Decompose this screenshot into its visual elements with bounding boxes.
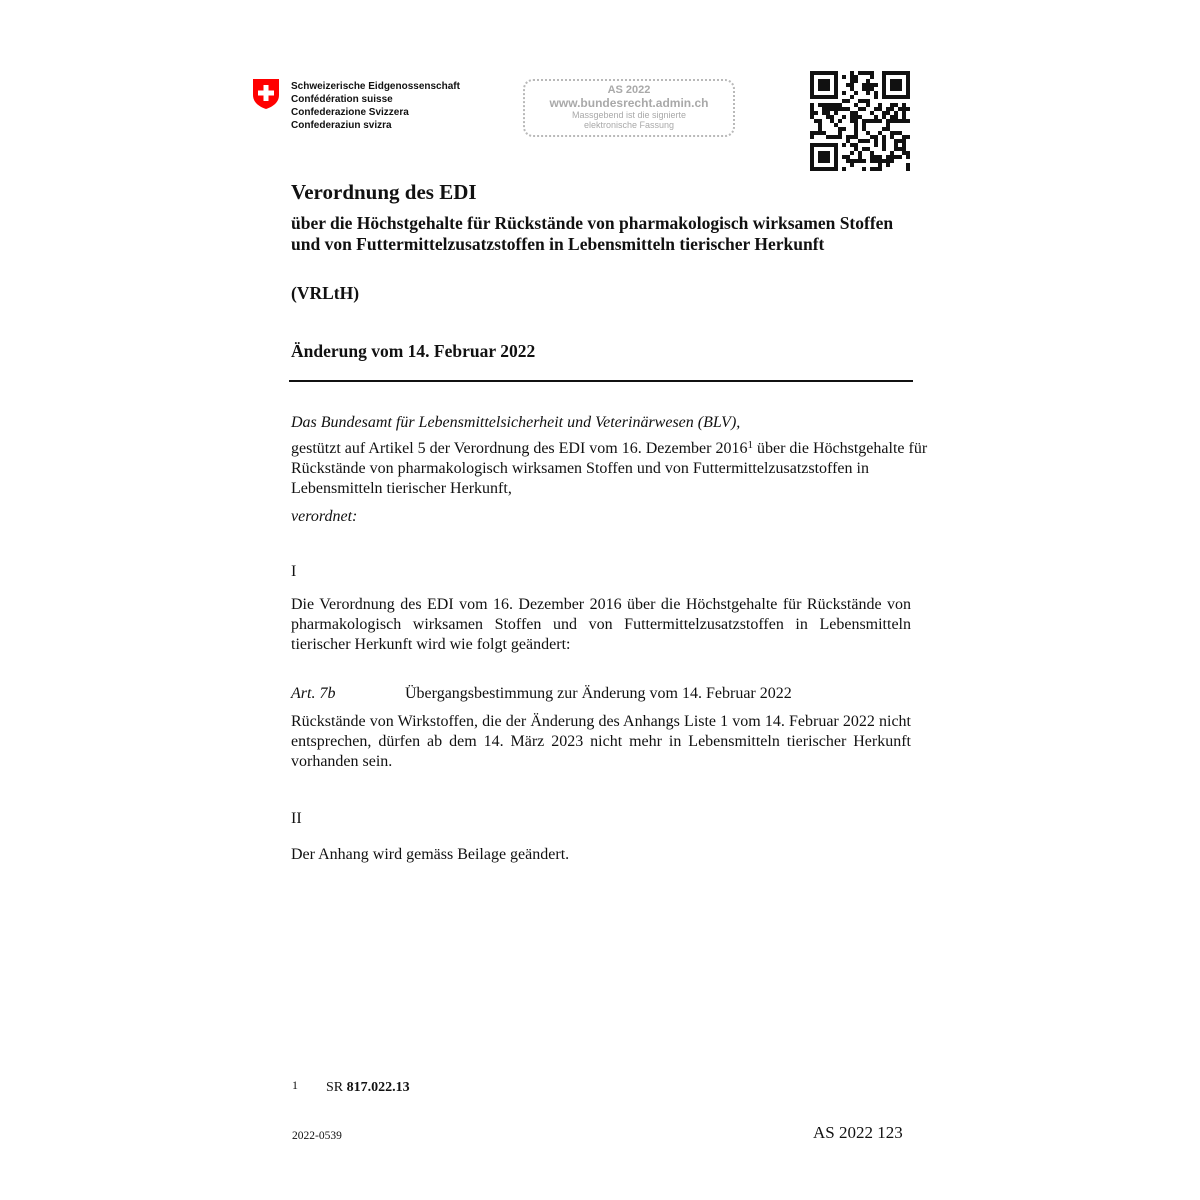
document-number: 2022-0539: [292, 1130, 342, 1142]
page-reference: AS 2022 123: [813, 1123, 903, 1142]
section-2-text: Der Anhang wird gemäss Beilage geändert.: [291, 846, 570, 863]
stamp-note-1: Massgebend ist die signierte: [571, 110, 687, 120]
legal-basis: [291, 439, 931, 499]
legal-basis-text-2: über die Höchstgehalte für Rückstände von pharmakologisch wirksamen Stoffen und von Futtermittelzusatzstoffen in Lebensmitteln tierischer Herkunft,: [291, 440, 928, 497]
confederation-name-it: Confederazione Svizzera: [291, 107, 409, 118]
confederation-name-de: Schweizerische Eidgenossenschaft: [291, 81, 460, 92]
footnote-marker: 1: [747, 439, 753, 451]
footnote-number: 1: [292, 1078, 298, 1092]
legal-basis-text-1: gestützt auf Artikel 5 der Verordnung des EDI vom 16. Dezember 2016: [291, 440, 748, 457]
article-title: Übergangsbestimmung zur Änderung vom 14. Februar 2022: [405, 685, 792, 702]
document-subtitle: über die Höchstgehalte für Rückstände von pharmakologisch wirksamen Stoffen und von Futtermittelzusatzstoffen in Lebensmitteln tierischer Herkunft: [291, 213, 894, 254]
stamp-website: www.bundesrecht.admin.ch: [549, 96, 709, 110]
stamp-note-2: elektronische Fassung: [583, 120, 675, 130]
stamp-collection: AS 2022: [607, 84, 651, 96]
footnote-reference: 817.022.13: [346, 1080, 410, 1095]
title-divider: [289, 380, 913, 382]
swiss-coat-of-arms-icon: [252, 78, 280, 110]
section-1-text: Die Verordnung des EDI vom 16. Dezember 2016 über die Höchstgehalte für Rückstände von pharmakologisch wirksamen Stoffen und von Futtermittelzusatzstoffen in Lebensmitteln tierischer Herkunft wird wie folgt geändert:: [291, 596, 911, 653]
confederation-name-rm: Confederaziun svizra: [291, 120, 392, 131]
footnote-prefix: SR: [326, 1080, 347, 1095]
section-numeral-2: II: [291, 810, 302, 827]
document-title: Verordnung des EDI: [291, 180, 477, 204]
qr-code-icon: [810, 71, 910, 171]
article-number: Art. 7b: [291, 685, 336, 702]
document-abbreviation: (VRLtH): [291, 283, 360, 303]
decree-formula: verordnet:: [291, 508, 358, 525]
publication-stamp: [523, 79, 735, 137]
confederation-names: [291, 80, 460, 132]
amendment-date: Änderung vom 14. Februar 2022: [291, 341, 536, 361]
footnote-text: [326, 1079, 410, 1097]
issuing-authority: Das Bundesamt für Lebensmittelsicherheit und Veterinärwesen (BLV),: [291, 414, 741, 431]
confederation-name-fr: Confédération suisse: [291, 94, 393, 105]
section-numeral-1: I: [291, 563, 297, 580]
article-text: Rückstände von Wirkstoffen, die der Änderung des Anhangs Liste 1 vom 14. Februar 2022 nicht entsprechen, dürfen ab dem 14. März 2023 nicht mehr in Lebensmitteln tierischer Herkunft vorhanden sein.: [291, 713, 911, 770]
